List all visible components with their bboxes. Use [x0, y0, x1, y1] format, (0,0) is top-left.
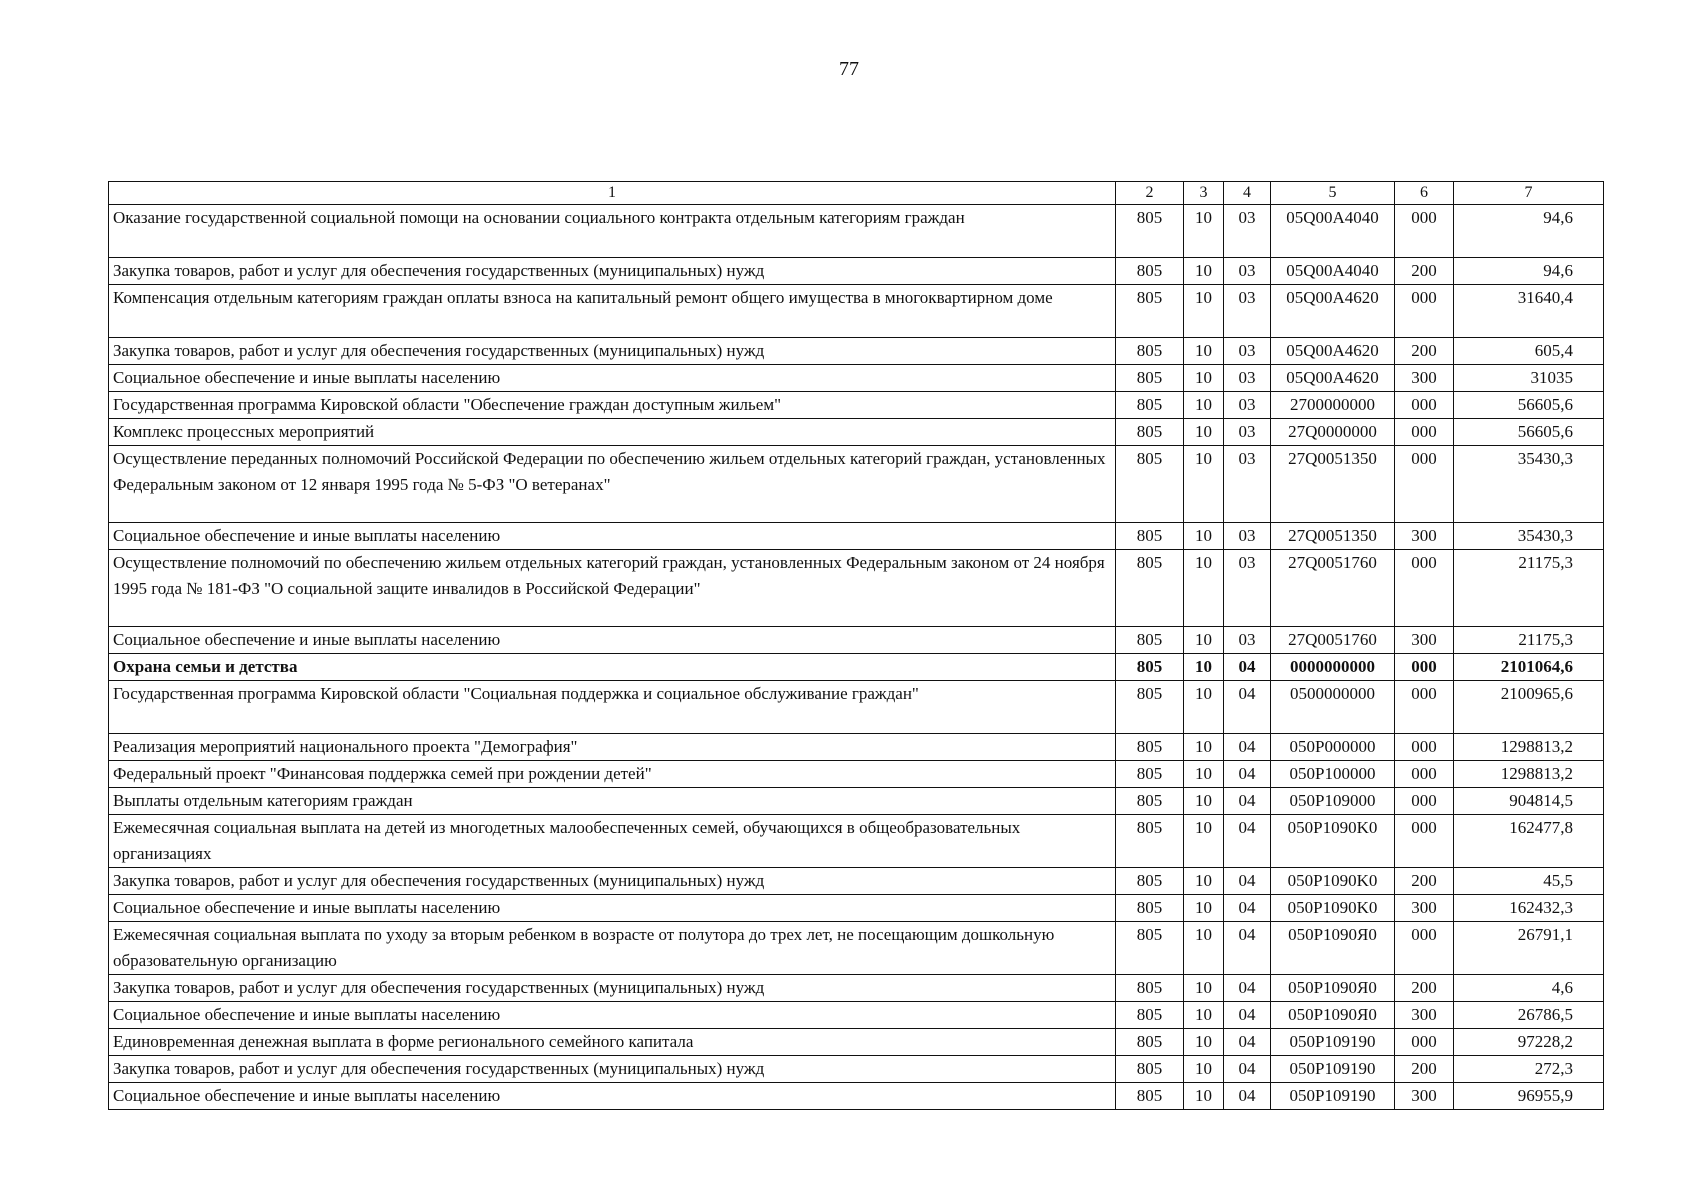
admin-code-cell: 805 — [1116, 365, 1184, 392]
admin-code-cell: 805 — [1116, 1083, 1184, 1110]
amount-cell: 904814,5 — [1454, 788, 1604, 815]
column-header: 1 — [109, 182, 1116, 205]
amount-cell: 94,6 — [1454, 258, 1604, 285]
target-article-cell: 050P1090Я0 — [1271, 975, 1395, 1002]
admin-code-cell: 805 — [1116, 761, 1184, 788]
table-row — [109, 895, 1604, 922]
amount-cell: 162432,3 — [1454, 895, 1604, 922]
column-header: 2 — [1116, 182, 1184, 205]
amount-cell: 35430,3 — [1454, 523, 1604, 550]
table-row — [109, 1083, 1604, 1110]
table-row — [109, 205, 1604, 258]
table-row — [109, 550, 1604, 627]
amount-cell: 4,6 — [1454, 975, 1604, 1002]
subsection-code-cell: 03 — [1224, 627, 1271, 654]
row-name-cell: Федеральный проект "Финансовая поддержка семей при рождении детей" — [109, 761, 1116, 788]
expense-type-cell: 000 — [1395, 205, 1454, 258]
expense-type-cell: 000 — [1395, 734, 1454, 761]
table-row — [109, 868, 1604, 895]
admin-code-cell: 805 — [1116, 734, 1184, 761]
section-code-cell: 10 — [1184, 1029, 1224, 1056]
row-name-cell: Государственная программа Кировской области "Обеспечение граждан доступным жильем" — [109, 392, 1116, 419]
target-article-cell: 050P000000 — [1271, 734, 1395, 761]
admin-code-cell: 805 — [1116, 1002, 1184, 1029]
section-code-cell: 10 — [1184, 654, 1224, 681]
subsection-code-cell: 04 — [1224, 922, 1271, 975]
target-article-cell: 05Q00A4620 — [1271, 338, 1395, 365]
expense-type-cell: 300 — [1395, 365, 1454, 392]
expense-type-cell: 300 — [1395, 523, 1454, 550]
row-name-cell: Государственная программа Кировской области "Социальная поддержка и социальное обслуживание граждан" — [109, 681, 1116, 734]
section-code-cell: 10 — [1184, 1056, 1224, 1083]
section-code-cell: 10 — [1184, 285, 1224, 338]
table-row — [109, 392, 1604, 419]
row-name-cell: Социальное обеспечение и иные выплаты населению — [109, 1002, 1116, 1029]
admin-code-cell: 805 — [1116, 1029, 1184, 1056]
subsection-code-cell: 03 — [1224, 258, 1271, 285]
row-name-cell: Закупка товаров, работ и услуг для обеспечения государственных (муниципальных) нужд — [109, 868, 1116, 895]
subsection-code-cell: 04 — [1224, 1029, 1271, 1056]
amount-cell: 45,5 — [1454, 868, 1604, 895]
admin-code-cell: 805 — [1116, 285, 1184, 338]
subsection-code-cell: 04 — [1224, 654, 1271, 681]
table-row — [109, 1029, 1604, 1056]
subsection-code-cell: 04 — [1224, 1083, 1271, 1110]
subsection-code-cell: 04 — [1224, 681, 1271, 734]
budget-table — [108, 181, 1604, 1110]
amount-cell: 162477,8 — [1454, 815, 1604, 868]
expense-type-cell: 200 — [1395, 338, 1454, 365]
table-row — [109, 365, 1604, 392]
expense-type-cell: 000 — [1395, 922, 1454, 975]
target-article-cell: 27Q0000000 — [1271, 419, 1395, 446]
table-row — [109, 815, 1604, 868]
target-article-cell: 05Q00A4620 — [1271, 285, 1395, 338]
admin-code-cell: 805 — [1116, 205, 1184, 258]
expense-type-cell: 200 — [1395, 1056, 1454, 1083]
admin-code-cell: 805 — [1116, 895, 1184, 922]
row-name-cell: Единовременная денежная выплата в форме регионального семейного капитала — [109, 1029, 1116, 1056]
target-article-cell: 0000000000 — [1271, 654, 1395, 681]
expense-type-cell: 000 — [1395, 446, 1454, 523]
section-code-cell: 10 — [1184, 446, 1224, 523]
target-article-cell: 05Q00A4040 — [1271, 258, 1395, 285]
amount-cell: 31640,4 — [1454, 285, 1604, 338]
amount-cell: 35430,3 — [1454, 446, 1604, 523]
admin-code-cell: 805 — [1116, 258, 1184, 285]
amount-cell: 56605,6 — [1454, 419, 1604, 446]
section-code-cell: 10 — [1184, 523, 1224, 550]
section-code-cell: 10 — [1184, 868, 1224, 895]
admin-code-cell: 805 — [1116, 788, 1184, 815]
expense-type-cell: 300 — [1395, 895, 1454, 922]
section-code-cell: 10 — [1184, 205, 1224, 258]
subsection-code-cell: 04 — [1224, 895, 1271, 922]
target-article-cell: 050P1090K0 — [1271, 868, 1395, 895]
target-article-cell: 050P1090K0 — [1271, 895, 1395, 922]
subsection-code-cell: 04 — [1224, 975, 1271, 1002]
subsection-code-cell: 04 — [1224, 868, 1271, 895]
column-header: 6 — [1395, 182, 1454, 205]
section-code-cell: 10 — [1184, 681, 1224, 734]
expense-type-cell: 000 — [1395, 419, 1454, 446]
table-row — [109, 761, 1604, 788]
section-code-cell: 10 — [1184, 550, 1224, 627]
row-name-cell: Охрана семьи и детства — [109, 654, 1116, 681]
subsection-code-cell: 03 — [1224, 365, 1271, 392]
amount-cell: 1298813,2 — [1454, 761, 1604, 788]
row-name-cell: Социальное обеспечение и иные выплаты населению — [109, 627, 1116, 654]
row-name-cell: Социальное обеспечение и иные выплаты населению — [109, 365, 1116, 392]
section-code-cell: 10 — [1184, 788, 1224, 815]
table-row — [109, 285, 1604, 338]
table-row — [109, 734, 1604, 761]
target-article-cell: 050P109190 — [1271, 1083, 1395, 1110]
row-name-cell: Закупка товаров, работ и услуг для обеспечения государственных (муниципальных) нужд — [109, 975, 1116, 1002]
column-header: 5 — [1271, 182, 1395, 205]
section-code-cell: 10 — [1184, 761, 1224, 788]
amount-cell: 31035 — [1454, 365, 1604, 392]
column-header: 4 — [1224, 182, 1271, 205]
amount-cell: 26791,1 — [1454, 922, 1604, 975]
section-code-cell: 10 — [1184, 392, 1224, 419]
expense-type-cell: 000 — [1395, 681, 1454, 734]
target-article-cell: 050P109190 — [1271, 1056, 1395, 1083]
expense-type-cell: 300 — [1395, 1083, 1454, 1110]
row-name-cell: Социальное обеспечение и иные выплаты населению — [109, 895, 1116, 922]
row-name-cell: Закупка товаров, работ и услуг для обеспечения государственных (муниципальных) нужд — [109, 258, 1116, 285]
target-article-cell: 27Q0051760 — [1271, 627, 1395, 654]
table-body — [109, 182, 1604, 1110]
expense-type-cell: 000 — [1395, 761, 1454, 788]
table-row — [109, 681, 1604, 734]
expense-type-cell: 300 — [1395, 1002, 1454, 1029]
expense-type-cell: 300 — [1395, 627, 1454, 654]
target-article-cell: 050P1090Я0 — [1271, 922, 1395, 975]
subsection-code-cell: 03 — [1224, 446, 1271, 523]
admin-code-cell: 805 — [1116, 523, 1184, 550]
expense-type-cell: 200 — [1395, 868, 1454, 895]
target-article-cell: 05Q00A4040 — [1271, 205, 1395, 258]
admin-code-cell: 805 — [1116, 868, 1184, 895]
column-header: 7 — [1454, 182, 1604, 205]
subsection-code-cell: 03 — [1224, 392, 1271, 419]
section-code-cell: 10 — [1184, 815, 1224, 868]
row-name-cell: Социальное обеспечение и иные выплаты населению — [109, 523, 1116, 550]
subsection-code-cell: 03 — [1224, 523, 1271, 550]
admin-code-cell: 805 — [1116, 419, 1184, 446]
table-row — [109, 627, 1604, 654]
row-name-cell: Социальное обеспечение и иные выплаты населению — [109, 1083, 1116, 1110]
admin-code-cell: 805 — [1116, 1056, 1184, 1083]
target-article-cell: 27Q0051350 — [1271, 446, 1395, 523]
target-article-cell: 05Q00A4620 — [1271, 365, 1395, 392]
target-article-cell: 27Q0051350 — [1271, 523, 1395, 550]
section-code-cell: 10 — [1184, 627, 1224, 654]
column-header: 3 — [1184, 182, 1224, 205]
row-name-cell: Ежемесячная социальная выплата на детей из многодетных малообеспеченных семей, обучающихся в общеобразовательных организациях — [109, 815, 1116, 868]
row-name-cell: Комплекс процессных мероприятий — [109, 419, 1116, 446]
section-code-cell: 10 — [1184, 419, 1224, 446]
expense-type-cell: 000 — [1395, 1029, 1454, 1056]
section-code-cell: 10 — [1184, 258, 1224, 285]
row-name-cell: Закупка товаров, работ и услуг для обеспечения государственных (муниципальных) нужд — [109, 338, 1116, 365]
row-name-cell: Закупка товаров, работ и услуг для обеспечения государственных (муниципальных) нужд — [109, 1056, 1116, 1083]
target-article-cell: 050P100000 — [1271, 761, 1395, 788]
table-row — [109, 922, 1604, 975]
amount-cell: 21175,3 — [1454, 550, 1604, 627]
section-code-cell: 10 — [1184, 365, 1224, 392]
admin-code-cell: 805 — [1116, 681, 1184, 734]
section-code-cell: 10 — [1184, 922, 1224, 975]
target-article-cell: 050P1090Я0 — [1271, 1002, 1395, 1029]
table-row — [109, 523, 1604, 550]
table-header-row — [109, 182, 1604, 205]
table-row — [109, 446, 1604, 523]
section-code-cell: 10 — [1184, 895, 1224, 922]
row-name-cell: Компенсация отдельным категориям граждан оплаты взноса на капитальный ремонт общего имущества в многоквартирном доме — [109, 285, 1116, 338]
subsection-code-cell: 04 — [1224, 761, 1271, 788]
subsection-code-cell: 03 — [1224, 205, 1271, 258]
expense-type-cell: 000 — [1395, 550, 1454, 627]
subsection-code-cell: 04 — [1224, 1056, 1271, 1083]
expense-type-cell: 000 — [1395, 654, 1454, 681]
table-row — [109, 258, 1604, 285]
amount-cell: 272,3 — [1454, 1056, 1604, 1083]
table-row — [109, 1056, 1604, 1083]
table-row — [109, 654, 1604, 681]
target-article-cell: 0500000000 — [1271, 681, 1395, 734]
subsection-code-cell: 03 — [1224, 419, 1271, 446]
admin-code-cell: 805 — [1116, 922, 1184, 975]
amount-cell: 605,4 — [1454, 338, 1604, 365]
row-name-cell: Оказание государственной социальной помощи на основании социального контракта отдельным категориям граждан — [109, 205, 1116, 258]
admin-code-cell: 805 — [1116, 654, 1184, 681]
subsection-code-cell: 04 — [1224, 788, 1271, 815]
expense-type-cell: 000 — [1395, 392, 1454, 419]
amount-cell: 2101064,6 — [1454, 654, 1604, 681]
admin-code-cell: 805 — [1116, 446, 1184, 523]
table-row — [109, 788, 1604, 815]
row-name-cell: Выплаты отдельным категориям граждан — [109, 788, 1116, 815]
admin-code-cell: 805 — [1116, 338, 1184, 365]
admin-code-cell: 805 — [1116, 627, 1184, 654]
table-row — [109, 975, 1604, 1002]
expense-type-cell: 000 — [1395, 285, 1454, 338]
section-code-cell: 10 — [1184, 1083, 1224, 1110]
row-name-cell: Реализация мероприятий национального проекта "Демография" — [109, 734, 1116, 761]
expense-type-cell: 200 — [1395, 258, 1454, 285]
subsection-code-cell: 03 — [1224, 338, 1271, 365]
amount-cell: 97228,2 — [1454, 1029, 1604, 1056]
admin-code-cell: 805 — [1116, 815, 1184, 868]
amount-cell: 1298813,2 — [1454, 734, 1604, 761]
target-article-cell: 2700000000 — [1271, 392, 1395, 419]
subsection-code-cell: 04 — [1224, 815, 1271, 868]
table-row — [109, 1002, 1604, 1029]
admin-code-cell: 805 — [1116, 975, 1184, 1002]
target-article-cell: 050P109000 — [1271, 788, 1395, 815]
admin-code-cell: 805 — [1116, 392, 1184, 419]
section-code-cell: 10 — [1184, 975, 1224, 1002]
amount-cell: 26786,5 — [1454, 1002, 1604, 1029]
table-row — [109, 419, 1604, 446]
subsection-code-cell: 03 — [1224, 285, 1271, 338]
admin-code-cell: 805 — [1116, 550, 1184, 627]
subsection-code-cell: 04 — [1224, 734, 1271, 761]
expense-type-cell: 000 — [1395, 788, 1454, 815]
target-article-cell: 050P109190 — [1271, 1029, 1395, 1056]
table-row — [109, 338, 1604, 365]
target-article-cell: 050P1090K0 — [1271, 815, 1395, 868]
amount-cell: 56605,6 — [1454, 392, 1604, 419]
target-article-cell: 27Q0051760 — [1271, 550, 1395, 627]
row-name-cell: Осуществление переданных полномочий Российской Федерации по обеспечению жильем отдельных категорий граждан, установленных Федеральным законом от 12 января 1995 года № 5-ФЗ "О ветеранах" — [109, 446, 1116, 523]
section-code-cell: 10 — [1184, 1002, 1224, 1029]
subsection-code-cell: 04 — [1224, 1002, 1271, 1029]
amount-cell: 94,6 — [1454, 205, 1604, 258]
section-code-cell: 10 — [1184, 734, 1224, 761]
row-name-cell: Осуществление полномочий по обеспечению жильем отдельных категорий граждан, установленных Федеральным законом от 24 ноября 1995 года № 181-ФЗ "О социальной защите инвалидов в Российской Федерации" — [109, 550, 1116, 627]
page-number: 77 — [839, 58, 859, 80]
amount-cell: 2100965,6 — [1454, 681, 1604, 734]
amount-cell: 21175,3 — [1454, 627, 1604, 654]
amount-cell: 96955,9 — [1454, 1083, 1604, 1110]
section-code-cell: 10 — [1184, 338, 1224, 365]
expense-type-cell: 200 — [1395, 975, 1454, 1002]
expense-type-cell: 000 — [1395, 815, 1454, 868]
subsection-code-cell: 03 — [1224, 550, 1271, 627]
row-name-cell: Ежемесячная социальная выплата по уходу за вторым ребенком в возрасте от полутора до трех лет, не посещающим дошкольную образовательную организацию — [109, 922, 1116, 975]
